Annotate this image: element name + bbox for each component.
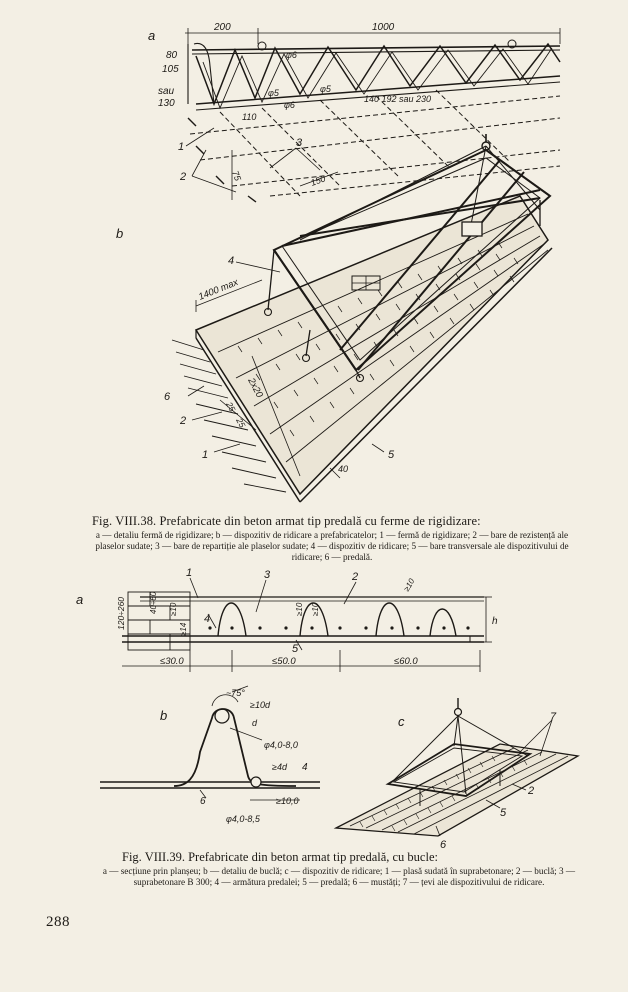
fig39a-callout-4: 4 [204, 613, 211, 625]
dim-40: 40 [338, 464, 349, 474]
fig38a-callout-3: 3 [296, 137, 303, 149]
dim-40-60: 40÷60 [149, 591, 158, 614]
dim-2x20: 2x20 [245, 376, 265, 400]
fig39c-callout-6: 6 [440, 839, 447, 851]
fig39a-callout-3: 3 [264, 569, 271, 581]
dim-120-260: 120÷260 [116, 596, 126, 630]
fig38-caption-title: Fig. VIII.38. Prefabricate din beton armat tip predală cu ferme de rigidizare: [92, 514, 481, 528]
page-number: 288 [46, 914, 70, 930]
dim-le60: ≤60.0 [394, 656, 418, 667]
fig38-caption-text: a — detaliu fermă de rigidizare; b — dispozitiv de ridicare a prefabricatelor; 1 — fermă de rigidizare; 2 — bare de rezistență ale plaselor sudate; 3 — bare de repartiție ale plaselor sudate; 4 — dispozitiv de ridicare; 5 — bare transversale ale dispozitivului de ridicare; 6 — predală. [95, 530, 569, 562]
fig39a-callout-1: 1 [186, 567, 193, 579]
dim-200: 200 [214, 22, 231, 33]
dim-25-b: 25 [234, 416, 248, 430]
fig39a-callout-5: 5 [292, 643, 299, 655]
fig38b-callout-5: 5 [388, 449, 395, 461]
dim-phi4-8-5: φ4,0-8,5 [226, 814, 260, 824]
dim-75: 75 [230, 169, 243, 183]
dim-130: 130 [158, 98, 175, 109]
fig39c-callout-2: 2 [528, 785, 535, 797]
fig39c-callout-5: 5 [500, 807, 507, 819]
bar-phi6-bottom: φ6 [284, 100, 295, 110]
fig39c-callout-7: 7 [550, 711, 557, 723]
bar-110: 110 [242, 112, 257, 122]
dim-1000: 1000 [372, 22, 395, 33]
dim-phi4-8: φ4,0-8,0 [264, 740, 298, 750]
dim-le30: ≤30.0 [160, 656, 184, 667]
fig38a-callout-1: 1 [178, 141, 185, 153]
fig39-caption-title: Fig. VIII.39. Prefabricate din beton armat tip predală, cu bucle: [122, 850, 438, 864]
fig39a-label: a [76, 592, 84, 607]
dim-ge4d: ≥4d [272, 762, 287, 772]
fig39c-lifting-drawing [336, 698, 578, 836]
angle-75: ~75° [226, 688, 245, 698]
fig38b-label: b [116, 226, 124, 241]
dim-ge10-top: ≥10 [401, 576, 417, 593]
fig38b-callout-6: 6 [164, 391, 171, 403]
fig38a-label: a [148, 28, 156, 43]
fig38b-callout-4: 4 [228, 255, 235, 267]
fig38b-callout-1: 1 [202, 449, 209, 461]
dim-1400-max: 1400 max [197, 276, 240, 303]
fig38a-callout-2: 2 [180, 171, 187, 183]
dim-105: 105 [162, 64, 179, 75]
dim-ge10-c: ≥10 [311, 602, 320, 616]
dim-le50: ≤50.0 [272, 656, 296, 667]
fig38b-callout-2: 2 [180, 415, 187, 427]
dim-d: d [252, 718, 258, 728]
fig39a-callout-2: 2 [352, 571, 359, 583]
fig39-caption-text: a — secțiune prin planșeu; b — detaliu de buclă; c — dispozitiv de ridicare; 1 — plasă sudată în suprabetonare; 2 — buclă; 3 — suprabetonare B 300; 4 — armătura predalei; 5 — predală; 6 — mustăți; 7 — țevi ale dispozitivului de ridicare. [102, 866, 576, 887]
fig39b-label: b [160, 708, 168, 723]
fig39b-callout-4: 4 [302, 762, 308, 773]
dim-ge10-0: ≥10,0 [276, 796, 299, 806]
bar-phi6-top: φ6 [286, 50, 297, 60]
dim-sau: sau [158, 86, 175, 97]
bar-spacing-label: 140 192 sau 230 [364, 94, 432, 104]
dim-150: 150 [309, 173, 327, 188]
fig39c-label: c [398, 714, 405, 729]
fig39b-callout-6: 6 [200, 796, 206, 807]
dim-ge14: ≥14 [179, 622, 188, 636]
dim-ge10-a: ≥10 [169, 602, 178, 616]
dim-25-a: 25 [224, 400, 238, 414]
bar-phi5-a: φ5 [268, 88, 279, 98]
dim-h: h [492, 616, 498, 627]
bar-phi5-b: φ5 [320, 84, 331, 94]
dim-80: 80 [166, 50, 178, 61]
dim-ge10-b: ≥10 [295, 602, 304, 616]
dim-ge10d: ≥10d [250, 700, 270, 710]
